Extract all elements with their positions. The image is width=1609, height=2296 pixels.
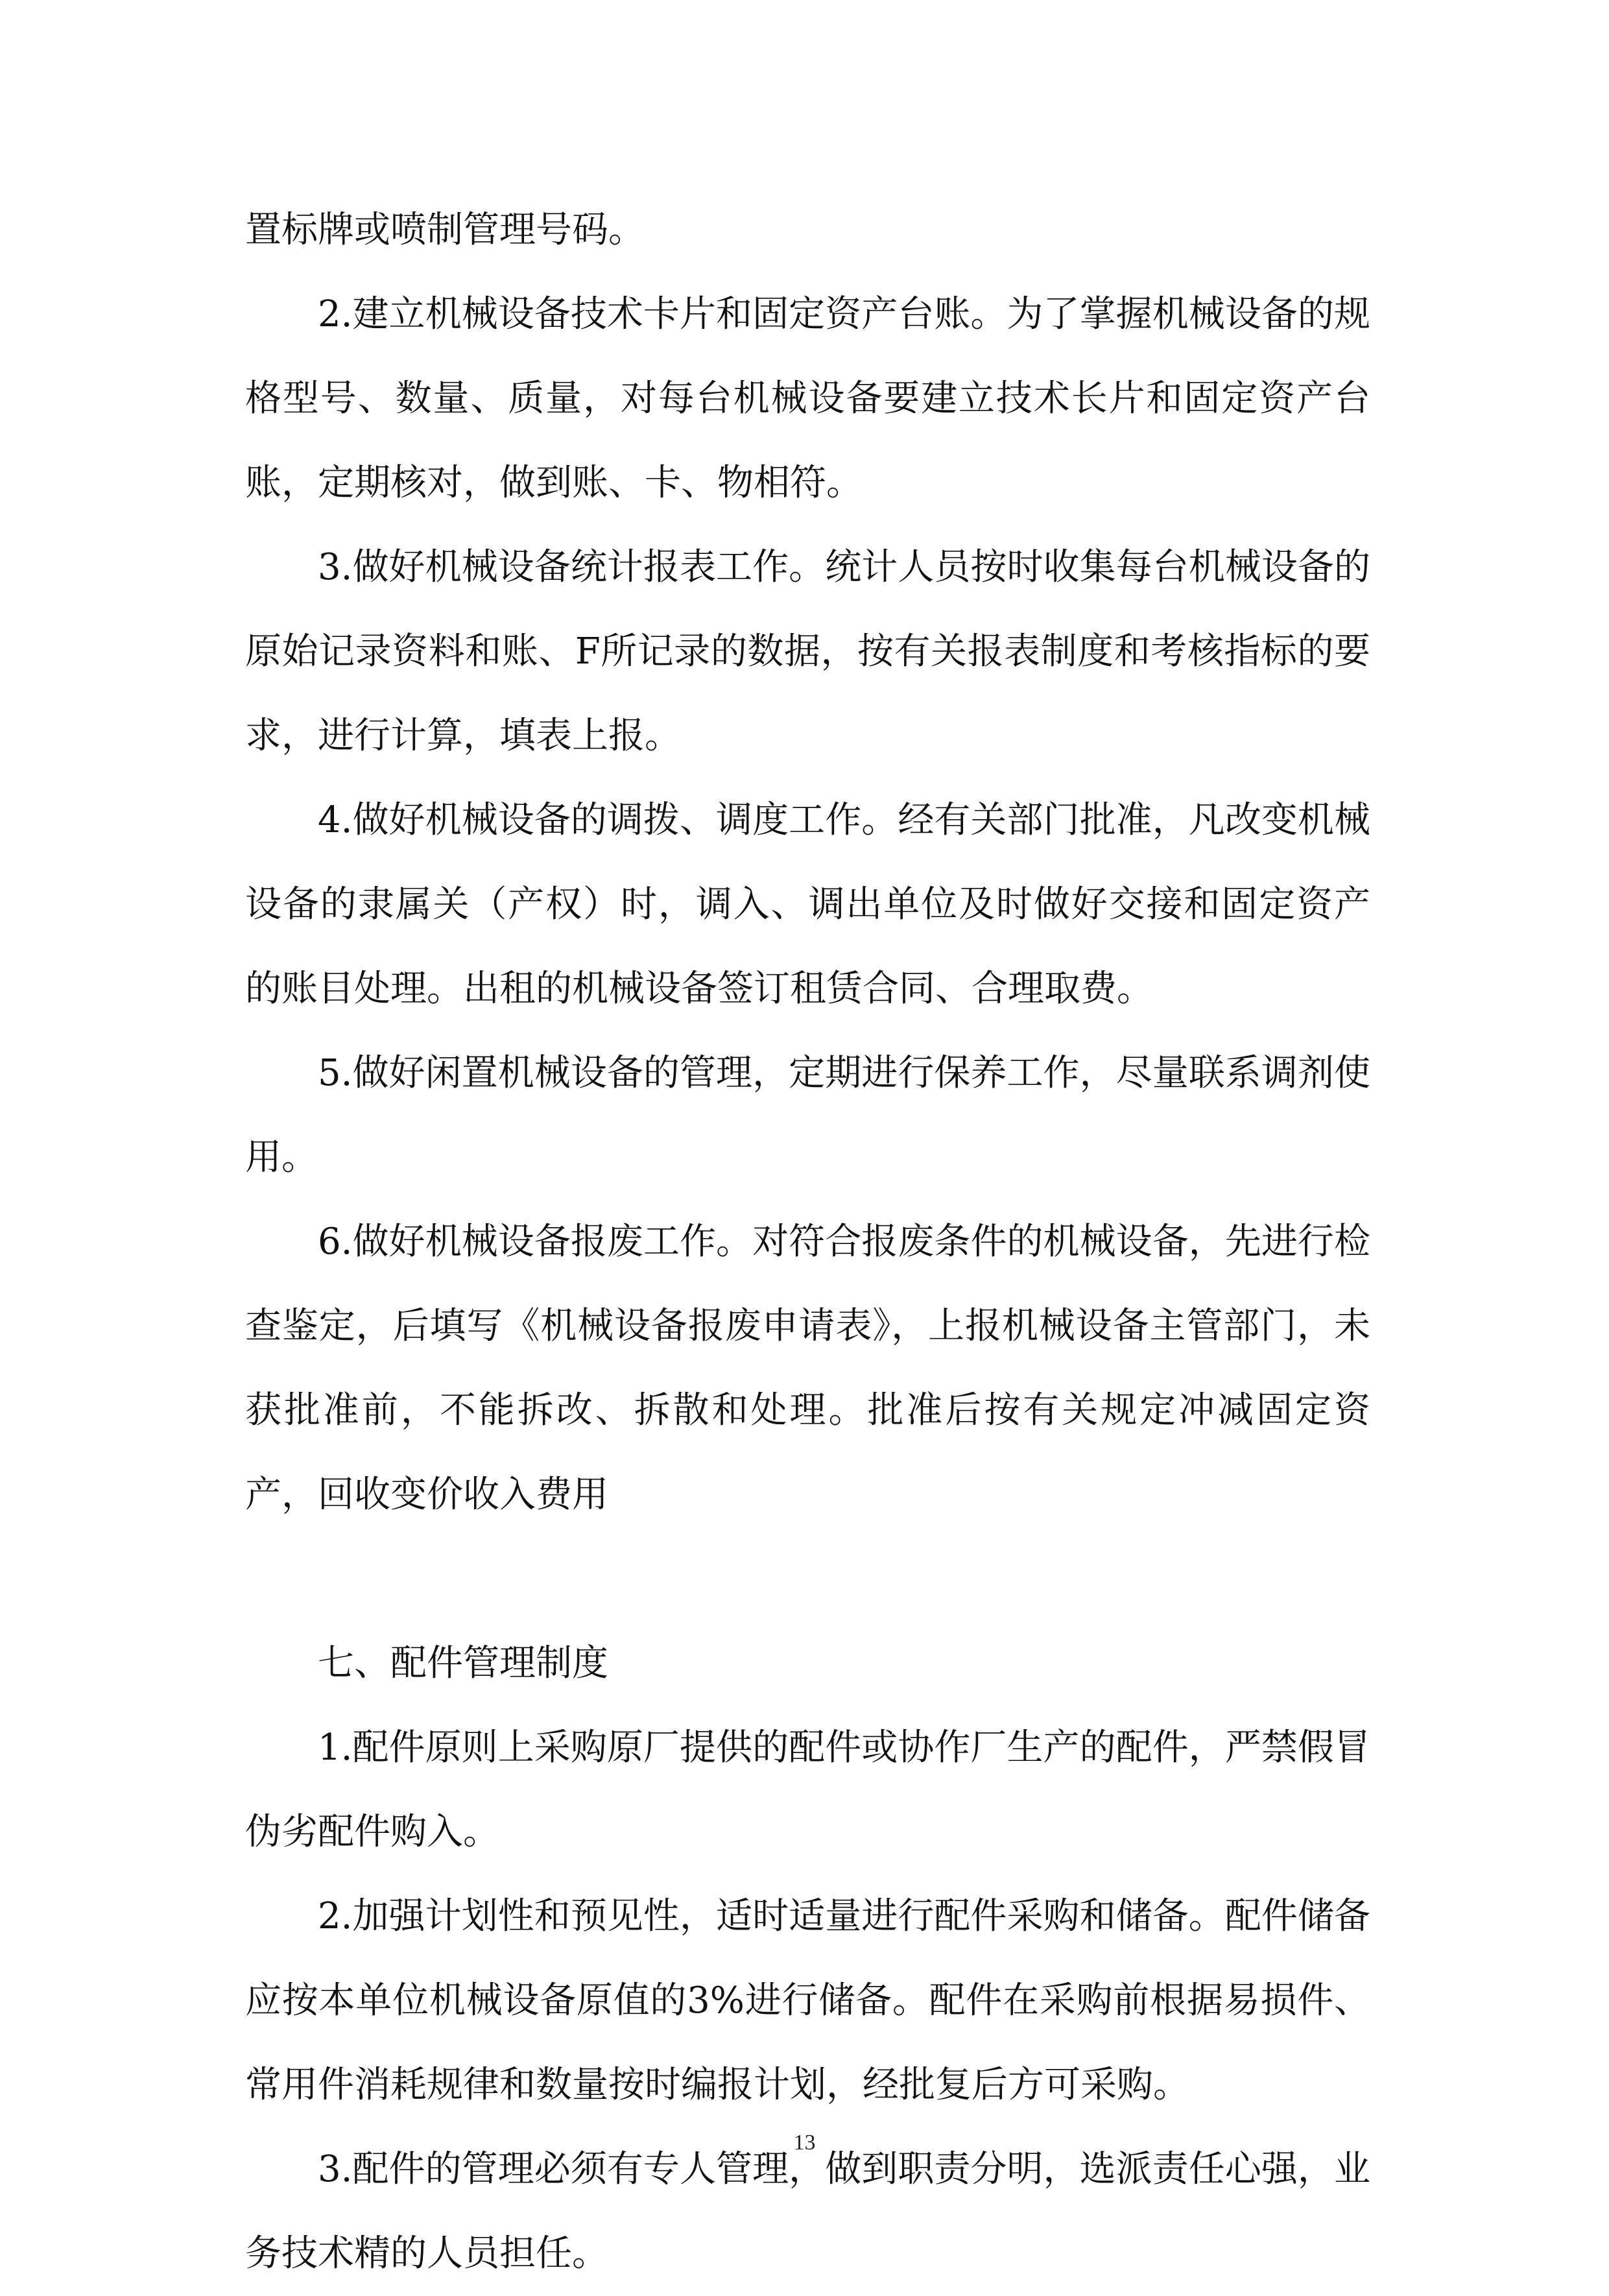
document-body bbox=[245, 188, 1370, 2296]
paragraph-item-2: 2.建立机械设备技术卡片和固定资产台账。为了掌握机械设备的规格型号、数量、质量，对每台机械设备要建立技术长片和固定资产台账，定期核对，做到账、卡、物相符。 bbox=[245, 293, 1370, 504]
paragraph-item-4: 4.做好机械设备的调拨、调度工作。经有关部门批准，凡改变机械设备的隶属关（产权）时，调入、调出单位及时做好交接和固定资产的账目处理。出租的机械设备签订租赁合同、合理取费。 bbox=[245, 799, 1370, 1010]
paragraph-item-5: 5.做好闲置机械设备的管理，定期进行保养工作，尽量联系调剂使用。 bbox=[245, 1052, 1370, 1178]
paragraph-item-6: 6.做好机械设备报废工作。对符合报废条件的机械设备，先进行检查鉴定，后填写《机械设备报废申请表》，上报机械设备主管部门，未获批准前，不能拆改、拆散和处理。批准后按有关规定冲减固定资产，回收变价收入费用 bbox=[245, 1221, 1370, 1516]
parts-paragraph-3: 3.配件的管理必须有专人管理，做到职责分明，选派责任心强，业务技术精的人员担任。 bbox=[245, 2148, 1370, 2275]
section-spacer bbox=[245, 1537, 1370, 1621]
parts-paragraph-1: 1.配件原则上采购原厂提供的配件或协作厂生产的配件，严禁假冒伪劣配件购入。 bbox=[245, 1727, 1370, 1853]
parts-paragraph-2: 2.加强计划性和预见性，适时适量进行配件采购和储备。配件储备应按本单位机械设备原值的3%进行储备。配件在采购前根据易损件、常用件消耗规律和数量按时编报计划，经批复后方可采购。 bbox=[245, 1895, 1370, 2106]
paragraph-item-3: 3.做好机械设备统计报表工作。统计人员按时收集每台机械设备的原始记录资料和账、F所记录的数据，按有关报表制度和考核指标的要求，进行计算，填表上报。 bbox=[245, 546, 1370, 757]
section-heading: 七、配件管理制度 bbox=[318, 1642, 608, 1684]
page-number: 13 bbox=[793, 2131, 816, 2155]
paragraph-continuation: 置标牌或喷制管理号码。 bbox=[245, 209, 645, 251]
